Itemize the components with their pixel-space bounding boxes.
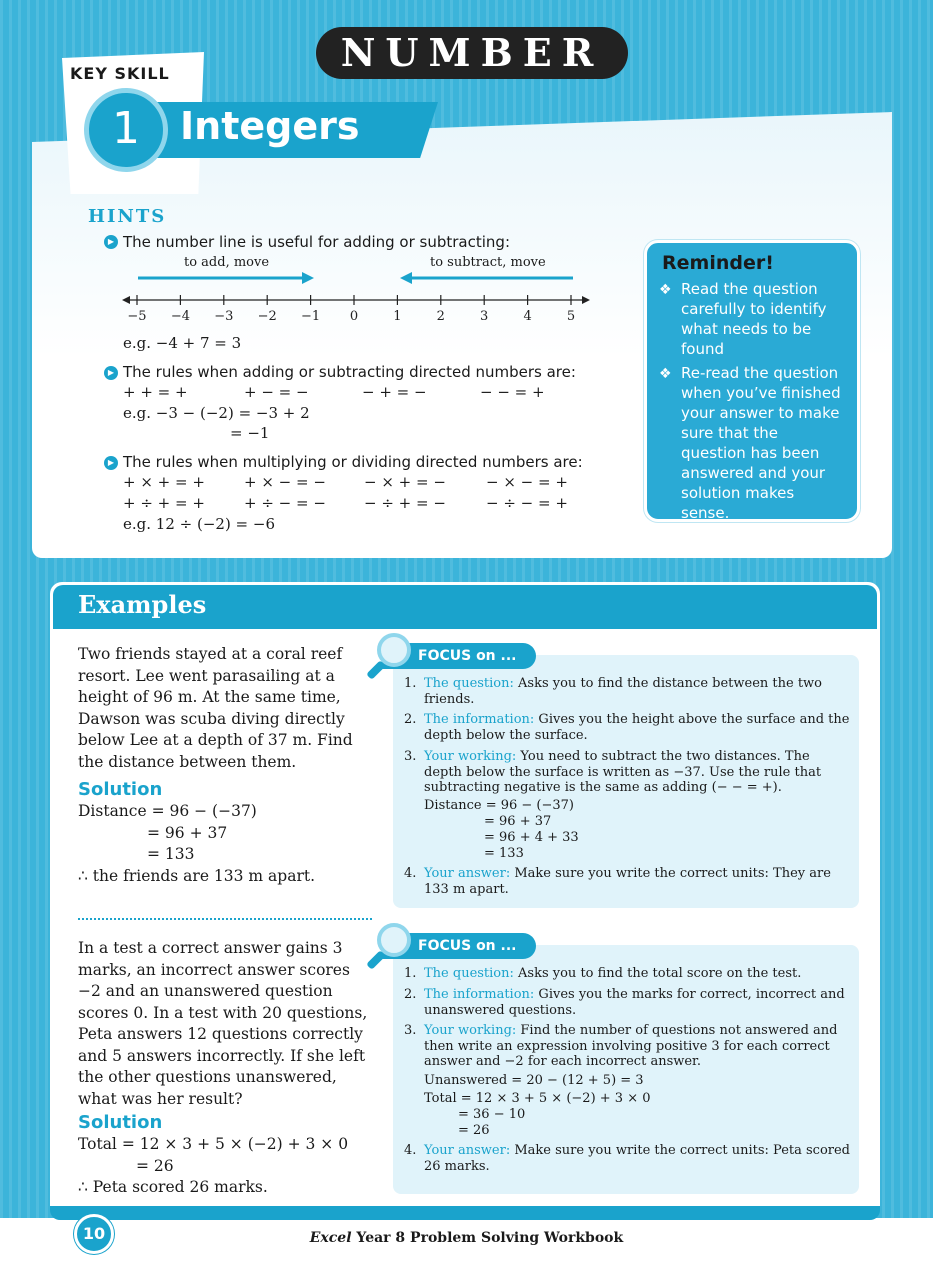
focus-working-line: = 26 [458, 1123, 490, 1138]
number-line-tick-label: −5 [127, 309, 147, 324]
focus-tab: FOCUS on ... [382, 643, 536, 669]
divide-rule: − ÷ + = − [364, 494, 446, 512]
focus-item-number: 3. [404, 749, 417, 764]
hint-3-example: e.g. 12 ÷ (−2) = −6 [123, 515, 276, 533]
add-rule: − + = − [362, 383, 427, 401]
focus-working-line: Total = 12 × 3 + 5 × (−2) + 3 × 0 [424, 1091, 651, 1106]
solution-line: = 26 [136, 1157, 174, 1175]
number-line-tick-label: −4 [170, 309, 190, 324]
number-line-tick-label: 2 [436, 309, 445, 324]
skill-title: Integers [180, 104, 360, 148]
divide-rule: + ÷ + = + [123, 494, 205, 512]
reminder-item: Re-read the question when you’ve finished your answer to make sure that the question has been answered and your solution makes sense. [681, 364, 841, 522]
focus-item [424, 1143, 850, 1174]
focus-item-key: The information: [424, 712, 535, 727]
arrow-right-icon [302, 272, 314, 284]
hints-heading: HINTS [88, 206, 167, 227]
solution-line: = 133 [147, 845, 195, 863]
hint-2-example-line-1: e.g. −3 − (−2) = −3 + 2 [123, 404, 310, 422]
examples-title: Examples [78, 590, 207, 619]
number-line [120, 268, 600, 328]
play-bullet-icon: ▶ [104, 456, 118, 470]
focus-item [424, 712, 850, 743]
focus-item-key: The question: [424, 676, 514, 691]
example-1-solution-label: Solution [78, 779, 163, 800]
focus-item-key: Your working: [424, 749, 517, 764]
focus-working-line: = 96 + 4 + 33 [484, 830, 579, 845]
example-divider [78, 918, 372, 920]
solution-conclusion: ∴ the friends are 133 m apart. [78, 867, 316, 885]
number-line-tick-label: 0 [349, 309, 359, 324]
focus-item [424, 749, 850, 796]
multiply-rule: − × − = + [486, 473, 568, 491]
focus-item [424, 676, 850, 707]
multiply-rule: − × + = − [364, 473, 446, 491]
focus-tab: FOCUS on ... [382, 933, 536, 959]
subtract-direction-label: to subtract, move [430, 255, 546, 270]
example-2-solution-label: Solution [78, 1112, 163, 1133]
focus-working-line: = 96 + 37 [484, 814, 552, 829]
focus-item-text: Asks you to find the distance between the two friends. [424, 676, 823, 707]
footer-bar [50, 1206, 880, 1220]
footer [0, 1218, 933, 1280]
arrow-left-icon [400, 272, 412, 284]
hint-3-text: The rules when multiplying or dividing directed numbers are: [123, 453, 583, 471]
focus-item-text: Asks you to find the total score on the test. [513, 966, 802, 981]
number-line-tick-label: −2 [257, 309, 277, 324]
focus-working-line: = 36 − 10 [458, 1107, 526, 1122]
focus-item-text: Gives you the marks for correct, incorrect and unanswered questions. [424, 987, 845, 1018]
focus-item [424, 1023, 850, 1070]
focus-item [424, 866, 850, 897]
focus-working-line: = 133 [484, 846, 524, 861]
divide-rule: + ÷ − = − [244, 494, 326, 512]
focus-item-number: 4. [404, 866, 417, 881]
focus-item-number: 1. [404, 676, 417, 691]
play-bullet-icon: ▶ [104, 235, 118, 249]
focus-item-key: The information: [424, 987, 535, 1002]
skill-number-badge: 1 [84, 88, 168, 172]
example-1-problem: Two friends stayed at a coral reef resort. Lee went parasailing at a height of 96 m. At the same time, Dawson was scuba diving directly below Lee at a depth of 37 m. Find the distance between them. [78, 645, 353, 771]
focus-item-key: The question: [424, 966, 514, 981]
diamond-bullet-icon: ❖ [659, 366, 672, 382]
focus-item-text: Make sure you write the correct units: They are 133 m apart. [424, 866, 831, 897]
focus-item-text: Make sure you write the correct units: Peta scored 26 marks. [424, 1143, 850, 1174]
focus-item-number: 3. [404, 1023, 417, 1038]
hint-1-example: e.g. −4 + 7 = 3 [123, 334, 242, 352]
add-rule: − − = + [480, 383, 545, 401]
magnifier-icon [377, 923, 411, 957]
focus-item-number: 2. [404, 987, 417, 1002]
section-title: NUMBER [316, 27, 628, 79]
focus-item-key: Your answer: [424, 1143, 511, 1158]
divide-rule: − ÷ − = + [486, 494, 568, 512]
magnifier-icon [377, 633, 411, 667]
reminder-item: Read the question carefully to identify what needs to be found [681, 280, 827, 358]
add-rule: + − = − [244, 383, 309, 401]
focus-item-key: Your working: [424, 1023, 517, 1038]
hint-2-text: The rules when adding or subtracting directed numbers are: [123, 363, 576, 381]
hint-2-example-line-2: = −1 [230, 424, 270, 442]
play-bullet-icon: ▶ [104, 366, 118, 380]
focus-working-line: Distance = 96 − (−37) [424, 798, 575, 813]
focus-working-line: Unanswered = 20 − (12 + 5) = 3 [424, 1073, 644, 1088]
page-number: 10 [74, 1214, 114, 1254]
focus-item-number: 4. [404, 1143, 417, 1158]
focus-item [424, 987, 850, 1018]
number-line-tick-label: −3 [214, 309, 234, 324]
number-line-tick-label: 3 [480, 309, 489, 324]
key-skill-label: KEY SKILL [70, 64, 170, 83]
example-2-problem: In a test a correct answer gains 3 marks, an incorrect answer scores −2 and an unanswered question scores 0. In a test with 20 questions, Peta answers 12 questions correctly and 5 answers incorrectly. If she left the other questions unanswered, what was her result? [78, 939, 368, 1108]
number-line-tick-label: −1 [301, 309, 321, 324]
solution-line: = 96 + 37 [147, 824, 228, 842]
diamond-bullet-icon: ❖ [659, 282, 672, 298]
multiply-rule: + × + = + [123, 473, 205, 491]
focus-item-text: Find the number of questions not answered and then write an expression involving positive 3 for each correct answer and −2 for each incorrect answer. [424, 1023, 838, 1069]
reminder-title: Reminder! [662, 252, 774, 274]
axis-arrow-left-icon [122, 296, 130, 304]
axis-arrow-right-icon [582, 296, 590, 304]
number-line-tick-label: 4 [523, 309, 532, 324]
focus-item-text: You need to subtract the two distances. The depth below the surface is written as −37. Use the rule that subtracting negative is the same as adding (− − = +). [424, 749, 822, 795]
number-line-tick-label: 1 [393, 309, 402, 324]
solution-conclusion: ∴ Peta scored 26 marks. [78, 1178, 268, 1196]
add-rule: + + = + [123, 383, 188, 401]
solution-line: Distance = 96 − (−37) [78, 802, 257, 820]
focus-item [424, 966, 850, 982]
brand-name: Excel [309, 1230, 352, 1246]
focus-item-number: 2. [404, 712, 417, 727]
solution-line: Total = 12 × 3 + 5 × (−2) + 3 × 0 [78, 1135, 349, 1153]
focus-item-key: Your answer: [424, 866, 511, 881]
hint-1-text: The number line is useful for adding or subtracting: [123, 233, 511, 251]
focus-item-number: 1. [404, 966, 417, 981]
multiply-rule: + × − = − [244, 473, 326, 491]
book-title-text: Year 8 Problem Solving Workbook [351, 1230, 624, 1246]
focus-item-text: Gives you the height above the surface and the depth below the surface. [424, 712, 850, 743]
book-title [0, 1230, 933, 1246]
add-direction-label: to add, move [184, 255, 270, 270]
number-line-tick-label: 5 [566, 309, 576, 324]
